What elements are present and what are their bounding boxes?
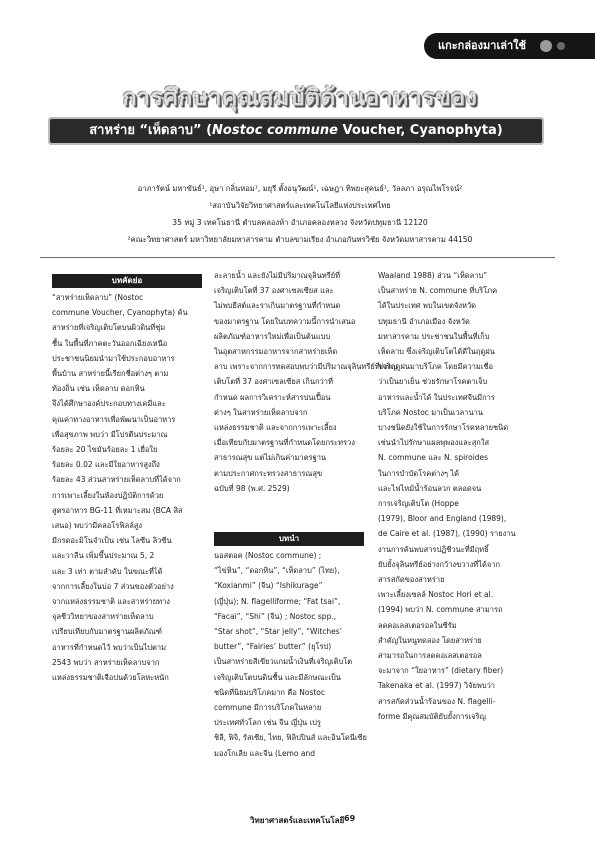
abstract-line: จุลชีววิทยาของสาหร่ายเห็ดลาบ [52,612,154,622]
body-line: ยับยั้งจุลินทรีย์อย่างกว้างขวางที่ได้จาก [378,559,501,569]
body-line: และไฟไหม้น้ำร้อนลวก ตลอดจน [378,483,482,493]
body-line: forme มีคุณสมบัติยับยั้งการเจริญ [378,711,486,721]
abstract-line: เพื่อสุขภาพ พบว่า มีโปรตีนประมาณ [52,429,168,439]
section-label: แกะกล่องมาเล่าใช้ [438,39,526,52]
affiliation-1-address: 35 หมู่ 3 เทคโนธานี ตำบลคลองห้า อำเภอคลองหลวง จังหวัดปทุมธานี 12120 [172,218,428,227]
body-line: สารสกัดส่วนน้ำร้อนของ N. flagelli- [378,696,496,706]
abstract-line: เปรียบเทียบกับมาตรฐานผลิตภัณฑ์ [52,627,162,637]
author-names: อาภารัตน์ มหาขันธ์¹, อุษา กลิ่นหอม¹, มยุรี ตั้งอนุวัฒน์¹, เฉษฎา ทิพยะสุคนธ์¹, วัลลภา อรุณไพโรจน์² [137,184,463,193]
body-line: บางชนิดยังใช้ในการรักษาโรคหลายชนิด [378,423,509,433]
body-line: commune มีการบริโภคในหลาย [214,703,322,713]
journal-name: วิทยาศาสตร์และเทคโนโลยี [250,816,345,825]
abstract-line: สูตรอาหาร BG-11 ที่เหมาะสม (BCA สิส [52,505,183,515]
abstract-line: ร้อยละ 43 ส่วนสาหร่ายเห็ดลาบที่ได้จาก [52,475,181,485]
abstract-line: แหล่งธรรมชาติเจือปนด้วยโลหะหนัก [52,673,169,683]
decorative-small-circle-icon [557,42,565,50]
column-3 [378,268,536,724]
intro-heading: บทนำ [214,532,364,546]
affiliation-1: ¹สถาบันวิจัยวิทยาศาสตร์และเทคโนโลยีแห่งประเทศไทย [209,201,391,210]
body-line: ลาบ เพราะจากการทดสอบพบว่ามีปริมาณจุลินทรีย์ที่เจริญ [214,362,398,372]
page-number: 69 [344,814,356,823]
author-block [40,180,560,248]
body-line: “Star shot”, “Star jelly”, “Witches’ [214,627,343,637]
abstract-line: ชื้น ในพื้นที่ภาคตะวันออกเฉียงเหนือ [52,338,168,348]
abstract-line: “สาหร่ายเห็ดลาบ” (Nostoc [52,293,144,302]
body-line: เจริญเติบโตบนดินชื้น และมีลักษณะเป็น [214,672,341,682]
body-line: ลดคอเลสเตอรอลในซีรัม [378,620,457,630]
abstract-column [52,290,202,685]
body-line: งานการค้นพบสารปฏิชีวนะที่มีฤทธิ์ [378,544,489,554]
abstract-line: คุณค่าทางอาหารเพื่อพัฒนาเป็นอาหาร [52,414,176,424]
abstract-line: commune Voucher, Cyanophyta) ค้น [52,308,188,318]
abstract-line: ประชาชนนิยมนำมาใช้ประกอบอาหาร [52,353,175,363]
body-line: N. commune และ N. spiroides [378,453,489,463]
body-line: เติบโตที่ 37 องศาเซลเซียส เกินกว่าที่ [214,377,333,387]
affiliation-2: ²คณะวิทยาศาสตร์ มหาวิทยาลัยมหาสารคาม ตำบลขามเรียง อำเภอกันทรวิชัย จังหวัดมหาสารคาม 44150 [127,235,473,244]
body-line: เป็นสาหร่ายสีเขียวแกมน้ำเงินที่เจริญเติบโต [214,657,353,667]
body-line: de Caire et al. (1987), (1990) รายงาน [378,529,516,539]
abstract-line: มีกรดอะมิโนจำเป็น เช่น ไลซีน ลิวซีน [52,536,172,546]
decorative-circle-icon [540,40,552,52]
body-line: การเจริญเติบโต (Hoppe [378,499,459,509]
abstract-line: ร้อยละ 0.02 และมีใยอาหารสูงถึง [52,460,160,470]
body-line: เจริญเติบโตที่ 37 องศาเซลเซียส และ [214,286,334,296]
body-line: Takenaka et al. (1997) วิจัยพบว่า [378,681,496,691]
body-line: “Facai”, “Shi” (จีน) ; Nostoc spp., [214,611,337,621]
body-line: เห็ดลาบ ซึ่งเจริญเติบโตได้ดีในฤดูฝน [378,347,495,357]
abstract-line: อาหารที่กำหนดไว้ พบว่าเป็นไปตาม [52,642,167,652]
body-line: ชนิดที่นิยมบริโภคมาก คือ Nostoc [214,687,326,697]
body-line: จะมาจาก “ใยอาหาร” (dietary fiber) [378,666,504,676]
body-line: (1994) พบว่า N. commune สามารถ [378,605,503,615]
body-line: มหาสารคาม ประชาชนในพื้นที่เก็บ [378,331,490,341]
abstract-line: 2543 พบว่า สาหร่ายเห็ดลาบจาก [52,657,160,667]
body-line: ไม่พบยีสต์และราเกินมาตรฐานที่กำหนด [214,301,341,311]
body-line: สาธารณสุข แต่ไม่เกินค่ามาตรฐาน [214,453,327,463]
body-line: ตามประกาศกระทรวงสาธารณสุข [214,468,323,478]
body-line: มองโกเลีย และจีน (Lemo and [214,748,315,758]
abstract-line: จึงได้ศึกษาองค์ประกอบทางเคมีและ [52,399,166,409]
body-line: ชิลี, ฟิจิ, รัสเซีย, ไทย, ฟิลิปปินส์ และอินโดนีเซีย [214,733,367,743]
body-line: ได้ในประเทศ พบในเขตจังหวัด [378,301,477,311]
column-2-bottom [214,548,367,761]
body-line: butter”, “Fairies’ butter” (ยุโรป) [214,642,332,652]
body-line: ของมาตรฐาน โดยในบทความนี้การนำเสนอ [214,316,356,326]
abstract-line: ร้อยละ 20 ไขมันร้อยละ 1 เยื่อใย [52,445,158,455]
abstract-line: และวาลีน เพิ่มขึ้นประมาณ 5, 2 [52,551,155,561]
abstract-line: สาหร่ายที่เจริญเติบโตบนผิวดินที่ชุ่ม [52,323,166,333]
body-line: ฉบับที่ 98 (พ.ศ. 2529) [214,483,290,493]
body-line: “Koxianmi” (จีน) “Ishikurage” [214,581,323,591]
abstract-line: จากแหล่งธรรมชาติ และสาหร่ายทาง [52,597,170,607]
abstract-heading: บทคัดย่อ [52,274,202,288]
body-line: (ญี่ปุ่น); N. flagelliforme; “Fat tsai”, [214,596,341,606]
abstract-line: จากการเลี้ยงในบ่อ 7 ส่วนของตัวอย่าง [52,581,174,591]
subtitle-suffix: Voucher, Cyanophyta) [338,123,503,138]
body-line: ต่างๆ ในสาหร่ายเห็ดลาบจาก [214,407,308,417]
subtitle-species: Nostoc commune [212,123,338,138]
abstract-line: ท้องถิ่น เช่น เห็ดลาบ ดอกหิน [52,384,145,394]
body-line: เป็นสาหร่าย N. commune ที่บริโภค [378,286,498,296]
body-line: ประเทศทั่วโลก เช่น จีน ญี่ปุ่น เปรู [214,718,321,728]
article-title: การศึกษาคุณสมบัติด้านอาหารของ [122,85,478,111]
body-line: ผลิตภัณฑ์อาหารใหม่เพื่อเป็นต้นแบบ [214,331,331,341]
body-line: ในอุตสาหกรรมอาหารจากสาหร่ายเห็ด [214,347,338,357]
body-line: อาหารและน้ำได้ ในประเทศจีนมีการ [378,392,495,402]
body-line: ปทุมธานี อำเภอเมือง จังหวัด [378,316,470,326]
body-line: แหล่งธรรมชาติ และจากการเพาะเลี้ยง [214,423,337,433]
body-line: บริโภค Nostoc มาเป็นเวลานาน [378,407,483,417]
column-2-top [214,268,398,496]
body-line: เพาะเลี้ยงเซลล์ Nostoc Hori et al. [378,590,494,600]
section-tab [424,33,595,59]
subtitle-prefix: สาหร่าย “เห็ดลาบ” ( [89,123,213,138]
divider [40,257,555,258]
article-subtitle [48,117,544,145]
body-line: สำคัญในหนูทดลอง โดยสาหร่าย [378,635,482,645]
abstract-line: เสนอ) พบว่ามีคลอโรฟิลล์สูง [52,521,143,531]
body-line: กำหนด ผลการวิเคราะห์สารปนเปื้อน [214,392,331,402]
abstract-line: การเพาะเลี้ยงในห้องปฏิบัติการด้วย [52,490,164,500]
body-line: ในการบำบัดโรคต่างๆ ได้ [378,468,460,478]
abstract-line: พื้นบ้าน สาหร่ายนี้เรียกชื่อต่างๆ ตาม [52,369,169,379]
body-line: Waaland 1988) ส่วน “เห็ดลาบ” [378,271,488,280]
body-line: ว่าเป็นยาเย็น ช่วยรักษาโรคตาเจ็บ [378,377,488,387]
body-line: นอสตอค (Nostoc commune) ; [214,551,322,560]
body-line: สามารถในการลดคอเลสเตอรอล [378,651,482,661]
abstract-line: และ 3 เท่า ตามลำดับ ในขณะที่ได้ [52,566,163,576]
body-line: ละลายน้ำ และยังไม่มีปริมาณจุลินทรีย์ที่ [214,271,341,280]
body-line: ช่วงฤดูฝนมาบริโภค โดยมีความเชื่อ [378,362,493,372]
body-line: (1979), Bloor and England (1989), [378,514,507,524]
body-line: สารสกัดของสาหร่าย [378,575,445,585]
body-line: เช่นนำไปรักษาแผลพุพองและสุกใส [378,438,490,448]
body-line: “ไข่หิน”, “ดอกหิน”, “เห็ดลาบ” (ไทย), [214,566,340,576]
body-line: เมื่อเทียบกับมาตรฐานที่กำหนดโดยกระทรวง [214,438,355,448]
